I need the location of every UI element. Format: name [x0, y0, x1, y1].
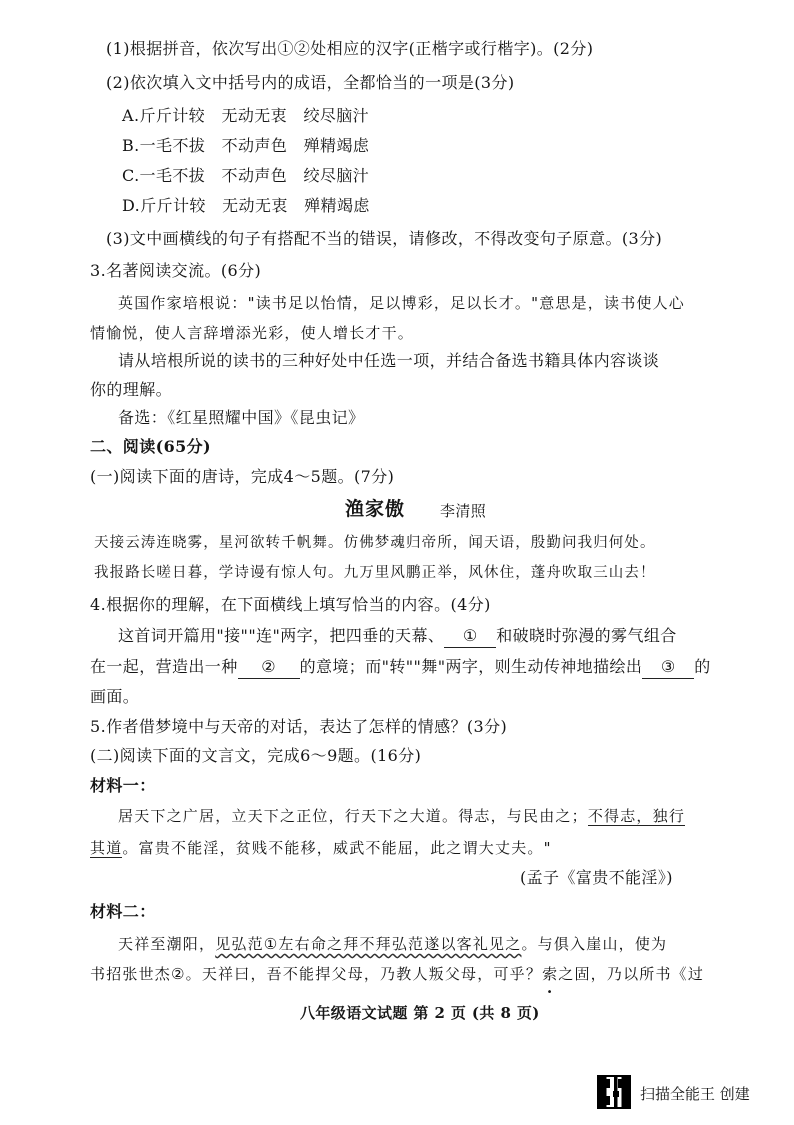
scanner-watermark: 扫描全能王 创建 [640, 1085, 750, 1103]
q4-line2-text-c: 的 [694, 657, 711, 676]
q4-blank-3: ③ [642, 656, 694, 679]
q3-books: 备选：《红星照耀中国》《昆虫记》 [118, 408, 365, 427]
material2-label: 材料二： [90, 902, 156, 921]
qr-code-icon [597, 1075, 631, 1109]
material1-line2 [90, 837, 552, 859]
option-b: B.一毛不拔 不动声色 殚精竭虑 [122, 136, 370, 155]
q4-line1-text-b: 和破晓时弥漫的雾气组合 [496, 626, 677, 645]
material1-source: (孟子《富贵不能淫》) [520, 868, 673, 887]
material2-dotted-word: 索 [542, 965, 559, 983]
material1-underlined-1: 不得志，独行 [587, 807, 686, 825]
option-d: D.斤斤计较 无动无衷 殚精竭虑 [122, 196, 370, 215]
option-a: A.斤斤计较 无动无衷 绞尽脑汁 [122, 106, 370, 125]
q4-line3: 画面。 [90, 687, 140, 706]
q4-line1-text-a: 这首词开篇用"接""连"两字，把四垂的天幕、 [118, 626, 445, 645]
q3-quote-line1: 英国作家培根说："读书足以怡情，足以博彩，足以长才。"意思是，读书使人心 [118, 294, 686, 312]
q4-blank-1: ① [444, 625, 496, 648]
poem-line2: 我报路长嗟日暮，学诗谩有惊人句。九万里风鹏正举，风休住，蓬舟吹取三山去！ [94, 565, 656, 581]
material2-line2-text-a: 书招张世杰②。天祥曰，吾不能捍父母，乃教人叛父母，可乎？ [90, 965, 543, 983]
material2-line2-text-b: 之固，乃以所书《过 [558, 965, 705, 983]
q3-quote-line2: 情愉悦，使人言辞增添光彩，使人增长才干。 [90, 324, 415, 342]
q4-line2-text-a: 在一起，营造出一种 [90, 657, 238, 676]
q4-line1 [118, 625, 677, 648]
page-footer: 八年级语文试题 第 2 页 (共 8 页) [300, 1004, 540, 1022]
material2-line1-text-a: 天祥至潮阳， [118, 935, 216, 953]
q5-title: 5.作者借梦境中与天帝的对话，表达了怎样的情感？(3分) [90, 717, 508, 736]
q2-sub1: (1)根据拼音，依次写出①②处相应的汉字(正楷字或行楷字)。(2分) [106, 39, 594, 58]
material2-line1 [118, 933, 667, 955]
poem-title: 渔家傲 [345, 498, 406, 520]
q4-title: 4.根据你的理解，在下面横线上填写恰当的内容。(4分) [90, 595, 491, 614]
q4-blank-2: ② [238, 656, 300, 679]
part1-intro: (一)阅读下面的唐诗，完成4～5题。(7分) [90, 467, 395, 486]
poem-author: 李清照 [440, 502, 487, 520]
q3-task-line1: 请从培根所说的读书的三种好处中任选一项，并结合备选书籍具体内容谈谈 [118, 351, 660, 370]
q2-sub3: (3)文中画横线的句子有搭配不当的错误，请修改，不得改变句子原意。(3分) [106, 229, 663, 248]
material2-wavy-sentence: 见弘范①左右命之拜不拜弘范遂以客礼见之 [215, 935, 522, 953]
material1-underlined-2: 其道 [90, 839, 123, 857]
section-2-heading: 二、阅读(65分) [90, 437, 212, 456]
material1-line1-text: 居天下之广居，立天下之正位，行天下之大道。得志，与民由之； [118, 807, 588, 825]
q4-line2-text-b: 的意境；而"转""舞"两字，则生动传神地描绘出 [299, 657, 643, 676]
material2-line2 [90, 963, 704, 985]
material1-line1 [118, 805, 685, 827]
option-c: C.一毛不拔 不动声色 绞尽脑汁 [122, 166, 370, 185]
q3-task-line2: 你的理解。 [90, 380, 173, 399]
material1-label: 材料一： [90, 776, 156, 795]
q2-sub2: (2)依次填入文中括号内的成语，全都恰当的一项是(3分) [106, 73, 515, 92]
material1-line2-text: 。富贵不能淫，贫贱不能移，威武不能屈，此之谓大丈夫。" [122, 839, 552, 857]
q3-title: 3.名著阅读交流。(6分) [90, 261, 262, 280]
q4-line2 [90, 656, 711, 679]
material2-line1-text-c: 。与俱入崖山，使为 [521, 935, 668, 953]
part2-intro: (二)阅读下面的文言文，完成6～9题。(16分) [90, 746, 422, 765]
poem-line1: 天接云涛连晓雾，星河欲转千帆舞。仿佛梦魂归帝所，闻天语，殷勤问我归何处。 [94, 535, 656, 551]
